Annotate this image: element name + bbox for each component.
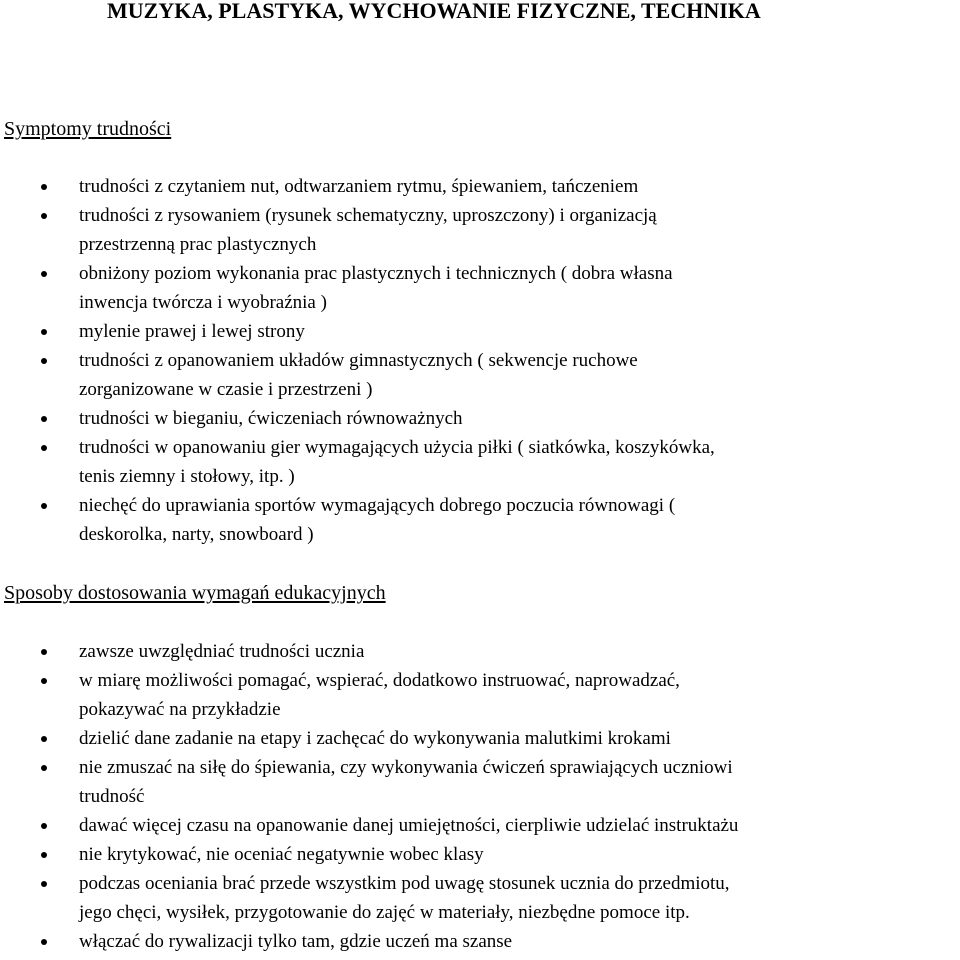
- bullet-icon: [41, 678, 47, 684]
- bullet-icon: [41, 881, 47, 887]
- list-item: [0, 927, 738, 956]
- list-item: [0, 433, 715, 491]
- list-item-text: włączać do rywalizacji tylko tam, gdzie uczeń ma szanse: [79, 931, 513, 952]
- bullet-icon: [41, 823, 47, 829]
- list-item-text: nie krytykować, nie oceniać negatywnie wobec klasy: [79, 844, 484, 865]
- list-item-text: przestrzenną prac plastycznych: [79, 234, 317, 255]
- bullet-icon: [41, 271, 47, 277]
- symptoms-list: [0, 172, 715, 549]
- bullet-icon: [41, 329, 47, 335]
- list-item-text: inwencja twórcza i wyobraźnia ): [79, 292, 327, 313]
- list-item-text: niechęć do uprawiania sportów wymagających dobrego poczucia równowagi (: [79, 495, 676, 516]
- list-item: [0, 840, 738, 869]
- list-item-text: w miarę możliwości pomagać, wspierać, dodatkowo instruować, naprowadzać,: [79, 670, 680, 691]
- list-item: [0, 753, 738, 811]
- list-item-text: zawsze uwzględniać trudności ucznia: [79, 641, 365, 662]
- bullet-icon: [41, 649, 47, 655]
- bullet-icon: [41, 358, 47, 364]
- list-item-text: obniżony poziom wykonania prac plastycznych i technicznych ( dobra własna: [79, 263, 673, 284]
- list-item-text: dzielić dane zadanie na etapy i zachęcać do wykonywania malutkimi krokami: [79, 728, 671, 749]
- list-item: [0, 724, 738, 753]
- list-item: [0, 404, 715, 433]
- list-item-text: dawać więcej czasu na opanowanie danej umiejętności, cierpliwie udzielać instruktażu: [79, 815, 739, 836]
- list-item-text: trudność: [79, 786, 145, 807]
- bullet-icon: [41, 416, 47, 422]
- symptoms-heading: Symptomy trudności: [4, 118, 172, 140]
- list-item-text: trudności w bieganiu, ćwiczeniach równoważnych: [79, 408, 463, 429]
- list-item-text: deskorolka, narty, snowboard ): [79, 524, 314, 545]
- list-item-text: podczas oceniania brać przede wszystkim pod uwagę stosunek ucznia do przedmiotu,: [79, 873, 730, 894]
- list-item: [0, 346, 715, 404]
- bullet-icon: [41, 939, 47, 945]
- bullet-icon: [41, 736, 47, 742]
- list-item: [0, 811, 738, 840]
- bullet-icon: [41, 503, 47, 509]
- list-item: [0, 666, 738, 724]
- bullet-icon: [41, 852, 47, 858]
- list-item: [0, 201, 715, 259]
- list-item-text: nie zmuszać na siłę do śpiewania, czy wykonywania ćwiczeń sprawiających uczniowi: [79, 757, 733, 778]
- list-item: [0, 172, 715, 201]
- adaptations-heading: Sposoby dostosowania wymagań edukacyjnych: [4, 582, 386, 604]
- list-item-text: zorganizowane w czasie i przestrzeni ): [79, 379, 373, 400]
- list-item: [0, 317, 715, 346]
- bullet-icon: [41, 445, 47, 451]
- list-item-text: trudności z czytaniem nut, odtwarzaniem rytmu, śpiewaniem, tańczeniem: [79, 176, 639, 197]
- list-item-text: tenis ziemny i stołowy, itp. ): [79, 466, 295, 487]
- list-item-text: trudności z rysowaniem (rysunek schematyczny, uproszczony) i organizacją: [79, 205, 657, 226]
- page-title: MUZYKA, PLASTYKA, WYCHOWANIE FIZYCZNE, TECHNIKA: [107, 0, 761, 23]
- bullet-icon: [41, 213, 47, 219]
- list-item-text: jego chęci, wysiłek, przygotowanie do zajęć w materiały, niezbędne pomoce itp.: [79, 902, 690, 923]
- list-item-text: pokazywać na przykładzie: [79, 699, 281, 720]
- bullet-icon: [41, 184, 47, 190]
- list-item-text: mylenie prawej i lewej strony: [79, 321, 305, 342]
- list-item: [0, 869, 738, 927]
- list-item-text: trudności w opanowaniu gier wymagających użycia piłki ( siatkówka, koszykówka,: [79, 437, 715, 458]
- adaptations-list: [0, 637, 738, 956]
- list-item-text: trudności z opanowaniem układów gimnastycznych ( sekwencje ruchowe: [79, 350, 638, 371]
- bullet-icon: [41, 765, 47, 771]
- list-item: [0, 259, 715, 317]
- list-item: [0, 491, 715, 549]
- list-item: [0, 637, 738, 666]
